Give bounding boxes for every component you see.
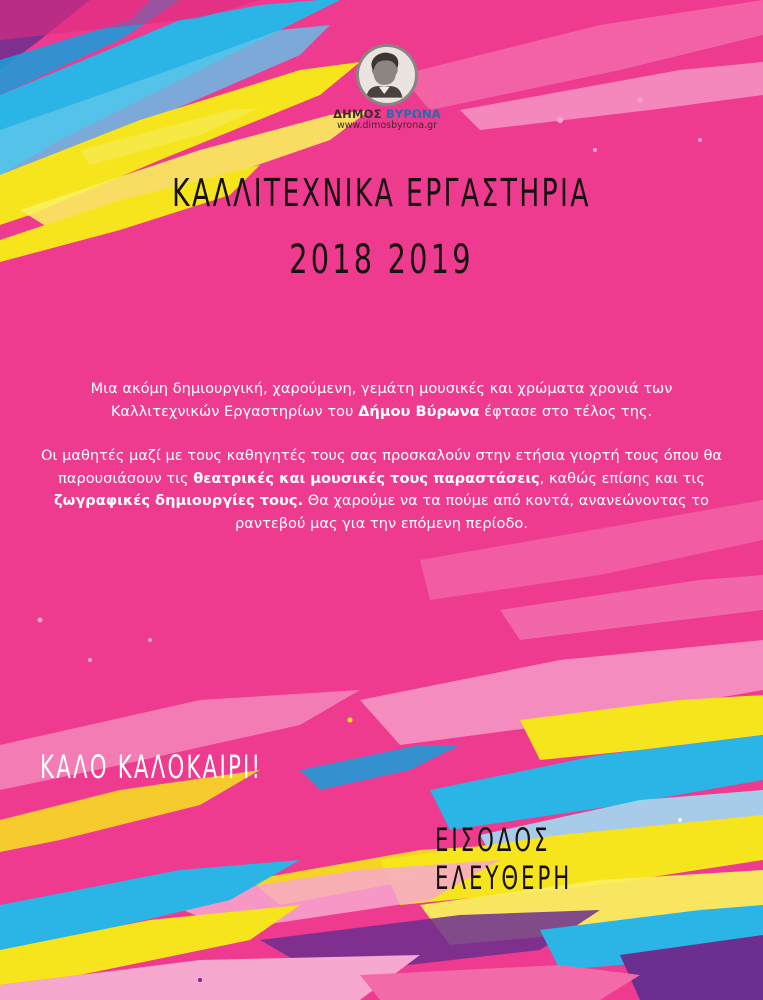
municipality-logo bbox=[322, 44, 452, 131]
p2-bold-performances: θεατρικές και μουσικές τους παραστάσεις bbox=[193, 469, 540, 487]
p2-text-c: Θα χαρούμε να τα πούμε από κοντά, ανανεώνοντας το ραντεβού μας για την επόμενη περίοδο. bbox=[235, 492, 709, 532]
p2-bold-artworks: ζωγραφικές δημιουργίες τους. bbox=[54, 492, 304, 509]
p2-text-b: , καθώς επίσης και τις bbox=[539, 469, 705, 487]
logo-name bbox=[322, 107, 452, 121]
free-entry-notice: ΕΙΣΟΔΟΣ ΕΛΕΥΘΕΡΗ bbox=[435, 821, 573, 897]
p1-text-b: έφτασε στο τέλος της. bbox=[479, 402, 653, 420]
logo-url: www.dimosbyrona.gr bbox=[336, 120, 438, 131]
logo-name-part2: ΒΥΡΩΝΑ bbox=[385, 107, 441, 121]
logo-name-part1: ΔΗΜΟΣ bbox=[333, 107, 386, 121]
p1-text-a: Μια ακόμη δημιουργική, χαρούμενη, γεμάτη μουσικές και χρώματα χρονιά των Καλλιτεχνικών Εργαστηρίων του bbox=[90, 380, 673, 420]
paragraph-2 bbox=[40, 445, 723, 535]
closing-greeting: ΚΑΛΟ ΚΑΛΟΚΑΙΡΙ! bbox=[40, 748, 263, 786]
p1-bold-municipality: Δήμου Βύρωνα bbox=[358, 402, 480, 420]
portrait-emblem-icon bbox=[356, 44, 418, 106]
title-line-2-years: 2018 2019 bbox=[289, 237, 474, 283]
title-line-1: ΚΑΛΛΙΤΕΧΝΙΚΑ ΕΡΓΑΣΤΗΡΙΑ bbox=[172, 171, 591, 215]
p2-text-a: Οι μαθητές μαζί με τους καθηγητές τους σας προσκαλούν στην ετήσια γιορτή τους όπου θα παρουσιάσουν τις bbox=[41, 447, 722, 487]
invitation-text bbox=[40, 378, 723, 535]
paragraph-1 bbox=[40, 378, 723, 423]
